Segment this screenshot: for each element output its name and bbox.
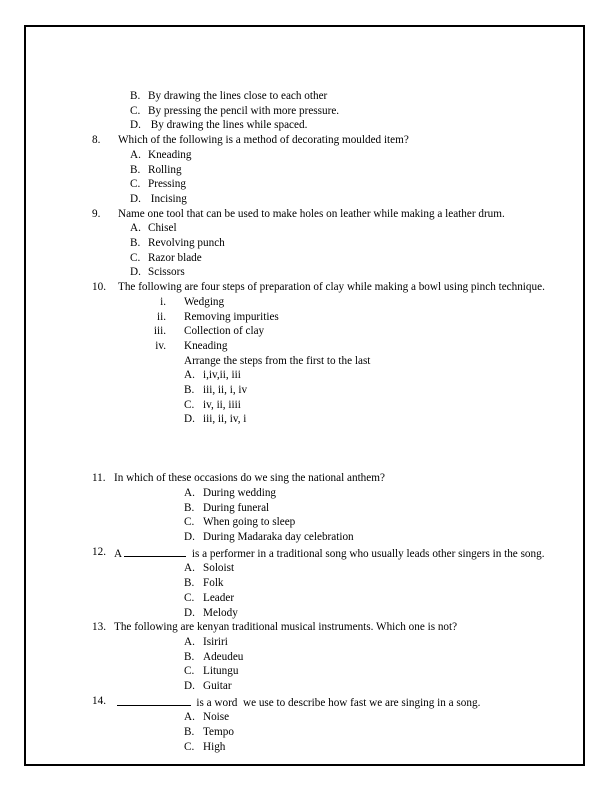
answer-blank[interactable] (124, 545, 186, 557)
option-text: Adeudeu (203, 650, 244, 663)
question-text: In which of these occasions do we sing the national anthem? (114, 472, 385, 485)
option-row (184, 635, 592, 650)
question-8 (92, 133, 592, 207)
step-row (130, 339, 592, 354)
option-text: Razor blade (148, 251, 202, 264)
option-text: When going to sleep (203, 516, 296, 529)
option-row (184, 515, 592, 530)
option-row (130, 265, 592, 280)
option-label: A. (184, 369, 195, 382)
option-row (130, 163, 592, 178)
option-label: C. (184, 740, 195, 753)
step-numeral: i. (160, 295, 166, 308)
option-label: A. (130, 148, 141, 161)
option-text: i,iv,ii, iii (203, 369, 241, 382)
option-row (184, 368, 592, 383)
question-number: 9. (92, 207, 101, 220)
option-row (184, 561, 592, 576)
option-row (184, 576, 592, 591)
question-text (114, 694, 592, 711)
option-row (184, 650, 592, 665)
option-label: A. (184, 486, 195, 499)
option-text: Melody (203, 606, 238, 619)
option-row (184, 530, 592, 545)
option-row (130, 192, 592, 207)
option-text: Pressing (148, 178, 186, 191)
option-label: A. (184, 562, 195, 575)
option-label: D. (184, 680, 195, 693)
option-text: Chisel (148, 222, 177, 235)
option-row (184, 606, 592, 621)
question-13 (92, 620, 592, 694)
option-label: B. (184, 577, 195, 590)
option-text: Guitar (203, 680, 232, 693)
page-border (24, 25, 585, 766)
option-label: A. (184, 635, 195, 648)
option-row (130, 118, 592, 133)
option-label: B. (130, 163, 141, 176)
step-row (130, 324, 592, 339)
option-row (130, 236, 592, 251)
option-label: C. (184, 398, 195, 411)
option-text: During funeral (203, 501, 270, 514)
question-stem (92, 280, 592, 295)
option-text: During Madaraka day celebration (203, 530, 354, 543)
option-row (130, 251, 592, 266)
question-number: 13. (92, 621, 106, 634)
question-number: 12. (92, 545, 106, 558)
option-row (184, 412, 592, 427)
option-row (184, 486, 592, 501)
option-row (184, 383, 592, 398)
option-row (130, 104, 592, 119)
step-numeral: ii. (156, 310, 166, 323)
answer-blank[interactable] (117, 694, 191, 706)
option-text: iii, ii, i, iv (203, 384, 248, 397)
question-text: Name one tool that can be used to make holes on leather while making a leather drum. (118, 207, 505, 220)
option-label: C. (184, 516, 195, 529)
option-text: By drawing the lines while spaced. (148, 119, 308, 132)
question-14 (92, 694, 592, 755)
option-row (184, 664, 592, 679)
question-text-before-blank: A (114, 547, 122, 560)
question-text-after-blank: is a word we use to describe how fast we are singing in a song. (196, 696, 481, 709)
option-label: B. (130, 237, 141, 250)
question-12 (92, 545, 592, 621)
question-number: 8. (92, 134, 101, 147)
option-row (184, 710, 592, 725)
question-text: Which of the following is a method of decorating moulded item? (118, 134, 409, 147)
option-text: Soloist (203, 562, 235, 575)
option-row (184, 398, 592, 413)
option-label: D. (184, 606, 195, 619)
option-label: B. (130, 90, 141, 102)
option-row (130, 221, 592, 236)
option-label: B. (184, 501, 195, 514)
option-label: D. (184, 530, 195, 543)
option-text: High (203, 740, 226, 753)
question-instruction: Arrange the steps from the first to the last (184, 354, 371, 367)
option-label: C. (130, 104, 141, 117)
option-label: C. (184, 665, 195, 678)
option-text: Revolving punch (148, 237, 225, 250)
option-label: A. (130, 222, 141, 235)
option-text: Scissors (148, 266, 185, 279)
question-text (114, 545, 592, 562)
option-text: iii, ii, iv, i (203, 413, 247, 426)
option-label: D. (130, 192, 141, 205)
question-11 (92, 471, 592, 545)
option-row (184, 725, 592, 740)
option-text: iv, ii, iiii (203, 398, 241, 411)
option-text: Rolling (148, 163, 182, 176)
step-row (130, 310, 592, 325)
question-stem (92, 207, 592, 222)
option-label: B. (184, 726, 195, 739)
option-text: During wedding (203, 486, 277, 499)
option-row (130, 148, 592, 163)
question-text: The following are kenyan traditional musical instruments. Which one is not? (114, 621, 458, 634)
option-text: By pressing the pencil with more pressure. (148, 104, 340, 117)
option-label: D. (130, 266, 141, 279)
carryover-option-group (92, 89, 592, 133)
section-spacer (92, 427, 592, 471)
step-text: Wedging (184, 295, 225, 308)
step-text: Collection of clay (184, 325, 265, 338)
option-text: Folk (203, 577, 224, 590)
option-row (184, 679, 592, 694)
question-text-after-blank: is a performer in a traditional song who usually leads other singers in the song. (191, 547, 545, 560)
question-10 (92, 280, 592, 427)
question-9 (92, 207, 592, 281)
exam-content (92, 89, 592, 755)
option-row (184, 501, 592, 516)
option-row (184, 740, 592, 755)
option-text: Tempo (203, 726, 234, 739)
option-text: By drawing the lines close to each other (148, 90, 328, 102)
option-label: C. (130, 251, 141, 264)
question-text: The following are four steps of preparation of clay while making a bowl using pinch technique. (118, 281, 545, 294)
question-stem (92, 133, 592, 148)
question-stem (92, 620, 592, 635)
step-numeral: iii. (153, 325, 166, 338)
option-label: C. (130, 178, 141, 191)
question-stem (92, 545, 592, 562)
option-text: Leader (203, 591, 235, 604)
question-number: 11. (92, 472, 106, 485)
option-label: D. (184, 413, 195, 426)
option-text: Kneading (148, 148, 192, 161)
option-row (184, 591, 592, 606)
step-text: Kneading (184, 339, 228, 352)
option-label: C. (184, 591, 195, 604)
step-numeral: iv. (155, 339, 166, 352)
option-text: Incising (148, 192, 187, 205)
option-label: B. (184, 384, 195, 397)
option-label: B. (184, 650, 195, 663)
option-text: Litungu (203, 665, 239, 678)
option-label: A. (184, 711, 195, 724)
step-row (130, 295, 592, 310)
option-text: Isiriri (203, 635, 228, 648)
question-number: 10. (92, 281, 106, 294)
question-stem (92, 694, 592, 711)
option-row (130, 89, 592, 104)
question-number: 14. (92, 694, 106, 707)
option-row (130, 177, 592, 192)
step-text: Removing impurities (184, 310, 279, 323)
option-text: Noise (203, 711, 230, 724)
question-stem (92, 471, 592, 486)
option-label: D. (130, 119, 141, 132)
